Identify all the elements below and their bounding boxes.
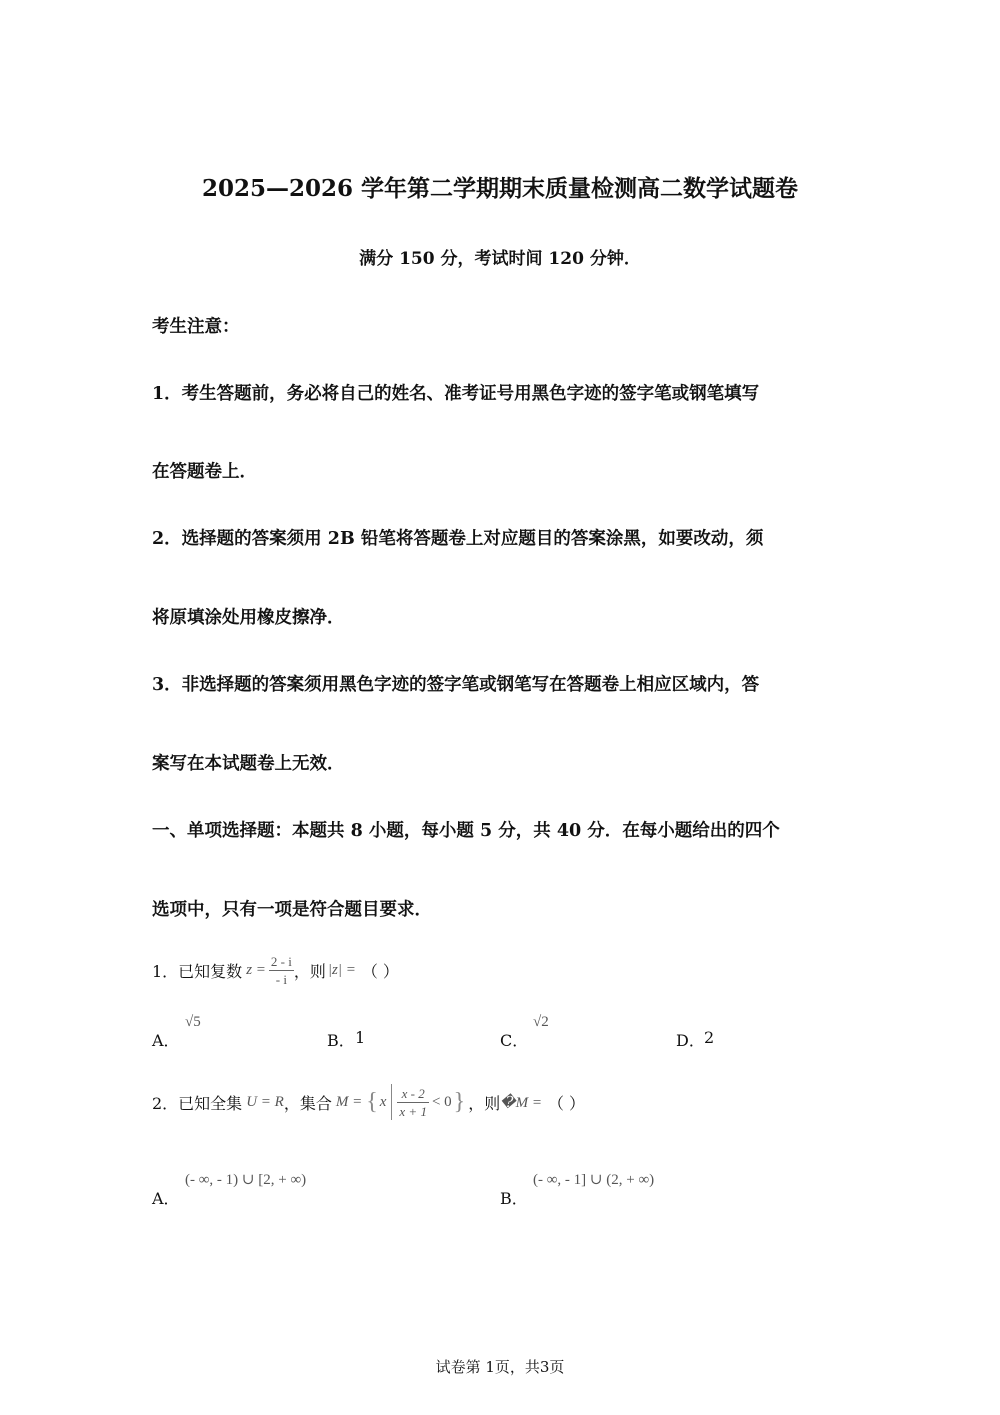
q1-option-a-label: A． <box>152 1031 180 1050</box>
q2-option-b-label: B． <box>500 1189 528 1208</box>
question-2-mid-2: ，则 <box>468 1093 501 1113</box>
question-1-suffix: （ ） <box>361 961 399 981</box>
question-1-prefix: 1．已知复数 <box>152 961 243 981</box>
q2-option-a-value: (- ∞, - 1) ∪ [2, + ∞) <box>185 1172 307 1188</box>
section-1-heading-line-1: 一、单项选择题：本题共 8 小题，每小题 5 分，共 40 分．在每小题给出的四个 <box>152 821 780 841</box>
question-2-m-eq: M = <box>335 1093 363 1110</box>
notice-item-1-line-2: 在答题卷上． <box>152 462 257 482</box>
notice-item-1-line-1: 1．考生答题前，务必将自己的姓名、准考证号用黑色字迹的签字笔或钢笔填写 <box>152 384 760 404</box>
notice-item-3-line-2: 案写在本试题卷上无效． <box>152 754 345 774</box>
notice-heading: 考生注意： <box>152 317 240 337</box>
question-1-mid: ，则 <box>293 961 326 981</box>
question-2-prefix: 2．已知全集 <box>152 1093 243 1113</box>
q1-option-a-value: √5 <box>185 1014 201 1030</box>
question-2-inequality: < 0 <box>431 1093 452 1110</box>
question-2-complement: �M = <box>500 1094 542 1111</box>
question-1-z-eq: z = <box>246 961 266 978</box>
notice-item-2-line-2: 将原填涂处用橡皮擦净． <box>152 608 345 628</box>
page-title: 2025—2026 学年第二学期期末质量检测高二数学试题卷 <box>201 175 799 202</box>
q1-option-b-label: B． <box>327 1031 355 1050</box>
notice-item-3-line-1: 3．非选择题的答案须用黑色字迹的签字笔或钢笔写在答题卷上相应区域内，答 <box>152 675 760 695</box>
question-1-denominator: - i <box>275 971 287 987</box>
set-divider <box>391 1084 392 1120</box>
q1-option-b-value: 1 <box>355 1028 366 1047</box>
q2-option-b-value: (- ∞, - 1] ∪ (2, + ∞) <box>533 1172 655 1188</box>
right-brace-icon: } <box>453 1088 466 1115</box>
q1-option-c-label: C． <box>500 1031 529 1050</box>
question-1 <box>152 950 399 990</box>
question-2-suffix: （ ） <box>547 1093 586 1113</box>
q1-option-d-label: D． <box>676 1031 705 1050</box>
page-footer: 试卷第 1页，共3页 <box>435 1358 565 1376</box>
question-1-abs: |z| = <box>327 961 356 978</box>
question-2-numerator: x - 2 <box>397 1085 429 1103</box>
question-2-universal-set: U = R <box>246 1093 284 1110</box>
q1-option-d-value: 2 <box>704 1028 715 1047</box>
question-1-numerator: 2 - i <box>270 953 292 969</box>
question-2 <box>152 1078 585 1126</box>
question-1-fraction <box>269 953 294 988</box>
exam-info: 满分 150 分，考试时间 120 分钟． <box>359 249 641 269</box>
section-1-heading-line-2: 选项中，只有一项是符合题目要求． <box>152 900 432 920</box>
question-2-denominator: x + 1 <box>399 1103 427 1119</box>
question-2-mid-1: ，集合 <box>283 1093 332 1113</box>
notice-item-2-line-1: 2．选择题的答案须用 2B 铅笔将答题卷上对应题目的答案涂黑，如要改动，须 <box>152 529 764 549</box>
left-brace-icon: { <box>366 1088 378 1115</box>
question-2-fraction <box>397 1085 429 1120</box>
question-2-set-var: x <box>379 1093 387 1110</box>
q1-option-c-value: √2 <box>533 1014 549 1030</box>
q2-option-a-label: A． <box>152 1189 180 1208</box>
